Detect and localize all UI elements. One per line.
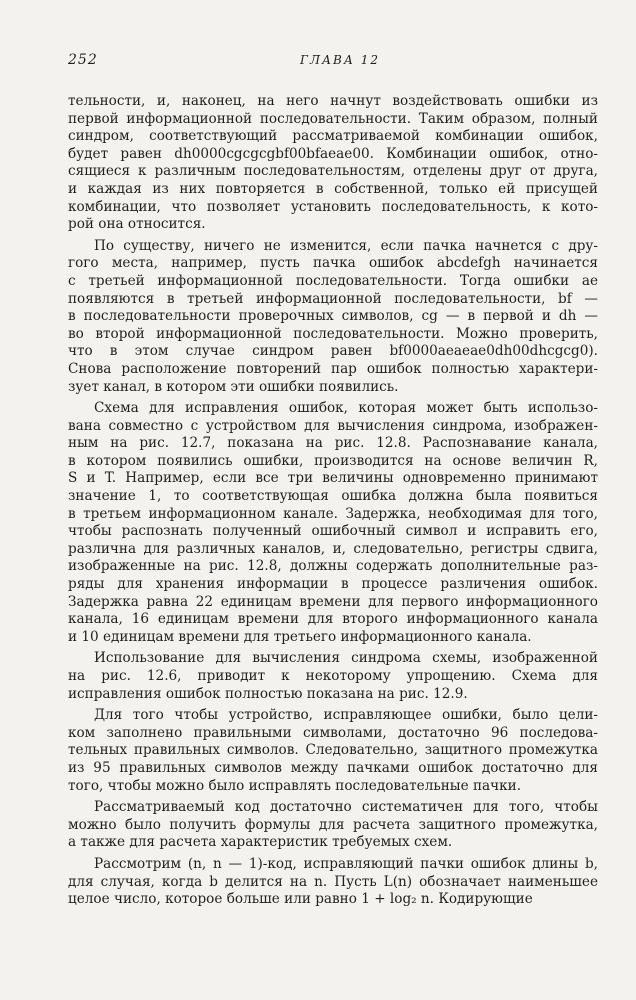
text-line: во второй информационной последовательности. Можно проверить, <box>68 325 598 342</box>
text-line: значение 1, то соответствующая ошибка должна была появиться <box>68 488 598 505</box>
text-line: в последовательности проверочных символов, cg — в первой и dh — <box>68 308 598 325</box>
text-line: чтобы распознать полученный ошибочный символ и исправить его, <box>68 523 598 540</box>
text-line: первой информационной последовательности. Таким образом, полный <box>68 110 598 127</box>
text-line: Для того чтобы устройство, исправляющее ошибки, было цели- <box>94 707 598 724</box>
text-line: Использование для вычисления синдрома схемы, изображенной <box>94 650 598 667</box>
text-line: S и T. Например, если все три величины одновременно принимают <box>68 470 598 487</box>
text-line: изображенные на рис. 12.8, должны содержать дополнительные раз- <box>68 558 598 575</box>
text-line: будет равен dh0000cgcgcgbf00bfaeae00. Комбинации ошибок, отно- <box>68 145 598 162</box>
paragraph <box>68 93 598 234</box>
paragraph <box>68 650 598 703</box>
paragraph <box>68 856 598 909</box>
page-header <box>68 52 598 74</box>
text-line: можно было получить формулы для расчета защитного промежутка, <box>68 816 598 833</box>
text-line: зует канал, в котором эти ошибки появились. <box>68 378 399 395</box>
text-line: комбинации, что позволяет установить последовательность, к кото- <box>68 198 598 215</box>
text-line: По существу, ничего не изменится, если пачка начнется с дру- <box>94 237 598 254</box>
text-line: с третьей информационной последовательности. Тогда ошибки ae <box>68 272 598 289</box>
body-text <box>68 93 598 909</box>
text-line: Задержка равна 22 единицам времени для первого информационного <box>68 593 598 610</box>
paragraph <box>68 799 598 852</box>
text-line: различна для различных каналов, и, следовательно, регистры сдвига, <box>68 540 598 557</box>
text-line: Рассматриваемый код достаточно систематичен для того, чтобы <box>94 799 598 816</box>
text-line: что в этом случае синдром равен bf0000aeaeae0dh00dhcgcg0). <box>68 343 598 360</box>
text-line: исправления ошибок полностью показана на рис. 12.9. <box>68 685 468 702</box>
text-line: гого места, например, пусть пачка ошибок abcdefgh начинается <box>68 255 598 272</box>
text-line: того, чтобы можно было исправлять последовательные пачки. <box>68 777 522 794</box>
text-line: тельных правильных символов. Следовательно, защитного промежутка <box>68 742 598 759</box>
page-number: 252 <box>68 52 98 68</box>
text-line: появляются в третьей информационной последовательности, bf — <box>68 290 598 307</box>
text-line: вана совместно с устройством для вычисления синдрома, изображен- <box>68 417 598 434</box>
paragraph <box>68 400 598 646</box>
text-line: в котором появились ошибки, производится на основе величин R, <box>68 452 598 469</box>
text-line: для случая, когда b делится на n. Пусть L(n) обозначает наименьшее <box>68 873 598 890</box>
text-line: Схема для исправления ошибок, которая может быть использо- <box>94 400 598 417</box>
paragraph <box>68 707 598 795</box>
text-line: и каждая из них повторяется в собственной, только ей присущей <box>68 180 598 197</box>
text-line: ряды для хранения информации в процессе различения ошибок. <box>68 576 598 593</box>
text-line: ком заполнено правильными символами, достаточно 96 последова- <box>68 724 598 741</box>
text-line: целое число, которое больше или равно 1 + log₂ n. Кодирующие <box>68 891 533 908</box>
text-line: Снова расположение повторений пар ошибок полностью характери- <box>68 360 598 377</box>
text-line: ным на рис. 12.7, показана на рис. 12.8. Распознавание канала, <box>68 435 598 452</box>
text-line: сящиеся к различным последовательностям, отделены друг от друга, <box>68 163 598 180</box>
paragraph <box>68 238 598 396</box>
text-line: а также для расчета характеристик требуемых схем. <box>68 834 453 851</box>
text-line: из 95 правильных символов между пачками ошибок достаточно для <box>68 759 598 776</box>
text-line: канала, 16 единицам времени для второго информационного канала <box>68 611 598 628</box>
text-line: и 10 единицам времени для третьего информационного канала. <box>68 628 532 645</box>
text-line: рой она относится. <box>68 216 206 233</box>
text-line: на рис. 12.6, приводит к некоторому упрощению. Схема для <box>68 668 598 684</box>
text-line: синдром, соответствующий рассматриваемой комбинации ошибок, <box>68 128 598 145</box>
text-line: Рассмотрим (n, n — 1)-код, исправляющий пачки ошибок длины b, <box>94 855 598 872</box>
running-head: ГЛАВА 12 <box>300 53 381 67</box>
text-line: тельности, и, наконец, на него начнут воздействовать ошибки из <box>68 93 598 109</box>
text-line: в третьем информационном канале. Задержка, необходимая для того, <box>68 505 598 522</box>
